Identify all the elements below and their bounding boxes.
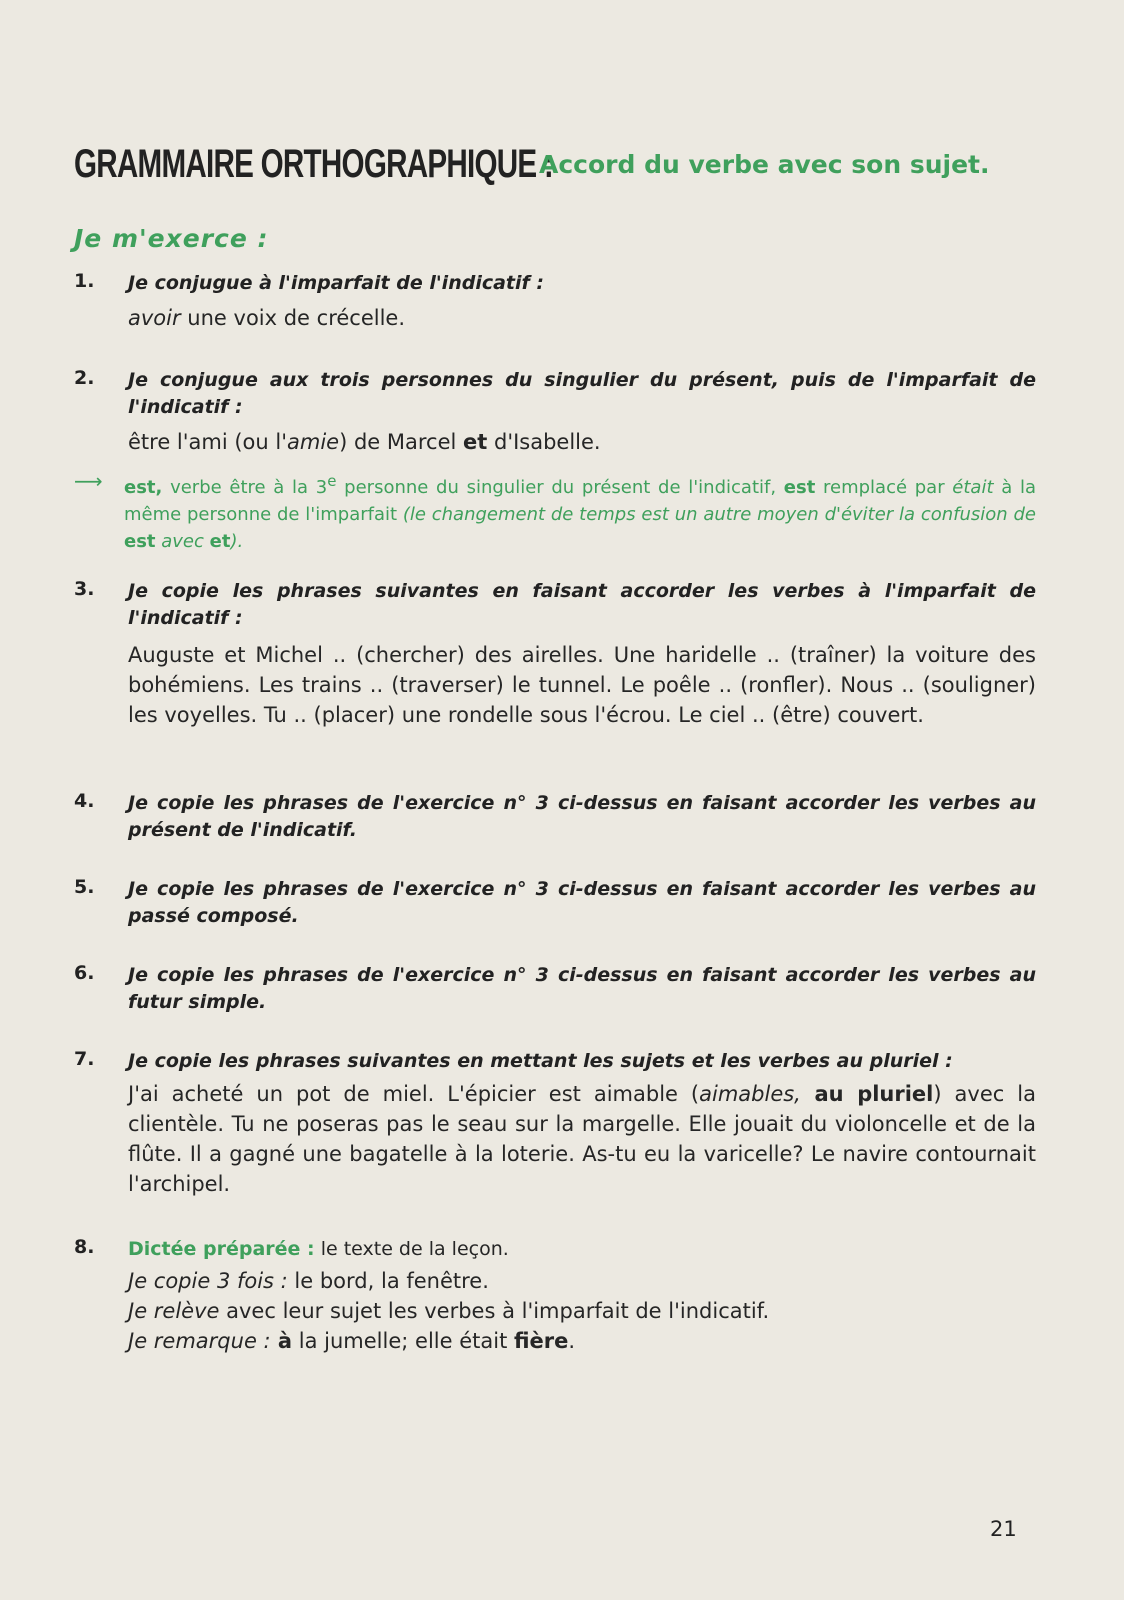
- exercise-number: 4.: [74, 790, 95, 812]
- exercise-3: [74, 578, 1036, 730]
- exercise-line: Je remarque : à la jumelle; elle était fière.: [128, 1329, 576, 1353]
- exercise-text: J'ai acheté un pot de miel. L'épicier est aimable (aimables, au pluriel) avec la clientèle. Tu ne poseras pas le seau sur la margelle. Elle jouait du violoncelle et de la flûte. Il a gagné une bagatelle à la loterie. As-tu eu la varicelle? Le navire contournait l'archipel.: [128, 1082, 1036, 1196]
- exercise-instruction: Je copie les phrases suivantes en faisant accorder les verbes à l'imparfait de l'indicatif :: [128, 580, 1036, 629]
- exercise-text: avoir une voix de crécelle.: [128, 306, 406, 330]
- page-number: 21: [990, 1517, 1017, 1541]
- exercise-number: 2.: [74, 367, 95, 389]
- dictation-label: Dictée préparée :: [128, 1238, 315, 1260]
- exercise-instruction: Je copie les phrases suivantes en mettant les sujets et les verbes au pluriel :: [128, 1050, 953, 1072]
- exercise-number: 1.: [74, 270, 95, 292]
- exercise-instruction: Je copie les phrases de l'exercice n° 3 ci-dessus en faisant accorder les verbes au passé composé.: [128, 878, 1036, 927]
- exercise-4: [74, 790, 1036, 844]
- exercise-6: [74, 962, 1036, 1016]
- exercise-7: [74, 1048, 1036, 1199]
- arrow-icon: ⟶: [74, 469, 103, 493]
- exercise-heading: Dictée préparée : le texte de la leçon.: [128, 1238, 509, 1260]
- exercise-number: 8.: [74, 1236, 95, 1258]
- exercise-instruction: Je conjugue aux trois personnes du singulier du présent, puis de l'imparfait de l'indicatif :: [128, 369, 1036, 418]
- section-title: Je m'exerce :: [74, 224, 269, 253]
- exercise-number: 6.: [74, 962, 95, 984]
- exercise-5: [74, 876, 1036, 930]
- exercise-number: 5.: [74, 876, 95, 898]
- exercise-text: Auguste et Michel .. (chercher) des airelles. Une haridelle .. (traîner) la voiture des bohémiens. Les trains .. (traverser) le tunnel. Le poêle .. (ronfler). Nous .. (souligner) les voyelles. Tu .. (placer) une rondelle sous l'écrou. Le ciel .. (être) couvert.: [128, 643, 1036, 727]
- exercise-number: 7.: [74, 1048, 95, 1070]
- exercise-line: Je relève avec leur sujet les verbes à l'imparfait de l'indicatif.: [128, 1299, 770, 1323]
- exercise-instruction: Je copie les phrases de l'exercice n° 3 ci-dessus en faisant accorder les verbes au présent de l'indicatif.: [128, 792, 1036, 841]
- page-subtitle: Accord du verbe avec son sujet.: [539, 150, 990, 179]
- exercise-1: [74, 270, 1036, 333]
- exercise-8: [74, 1236, 1036, 1356]
- exercise-instruction: Je conjugue à l'imparfait de l'indicatif :: [128, 272, 544, 294]
- exercise-2: [74, 367, 1036, 457]
- grammar-remark: ⟶ est, verbe être à la 3e personne du singulier du présent de l'indicatif, est remplacé par était à la même personne de l'imparfait (le changement de temps est un autre moyen d'éviter la confusion de est avec et).: [74, 469, 1036, 552]
- page-header: [74, 142, 1074, 187]
- page-title: GRAMMAIRE ORTHOGRAPHIQUE :: [74, 142, 554, 186]
- exercise-instruction: Je copie les phrases de l'exercice n° 3 ci-dessus en faisant accorder les verbes au futur simple.: [128, 964, 1036, 1013]
- exercise-number: 3.: [74, 578, 95, 600]
- exercise-text: être l'ami (ou l'amie) de Marcel et d'Isabelle.: [128, 430, 601, 454]
- exercise-line: Je copie 3 fois : le bord, la fenêtre.: [128, 1269, 489, 1293]
